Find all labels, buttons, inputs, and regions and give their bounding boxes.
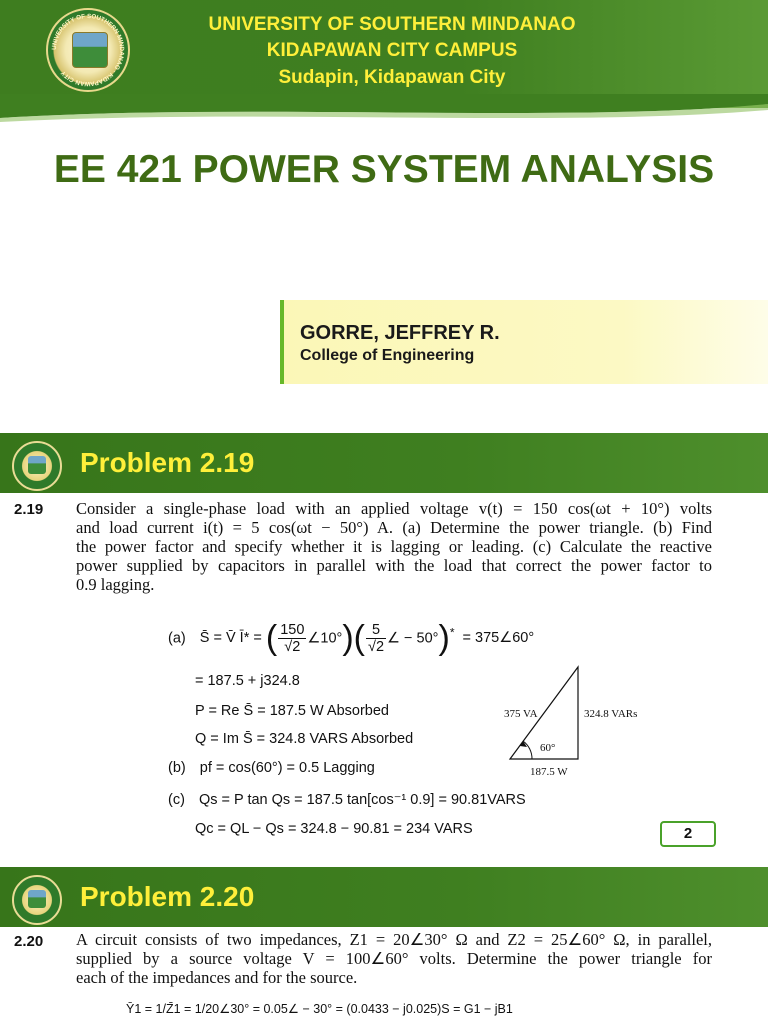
statement-line: the power factor and specify whether it is lagging or leading. (c) Calculate the reactive: [76, 537, 712, 556]
vertical-label: 324.8 VARs: [584, 708, 638, 720]
slide-title-bar: [0, 867, 768, 927]
power-factor-line: pf = cos(60°) = 0.5 Lagging: [199, 760, 375, 776]
header-wave-decoration: [0, 94, 768, 122]
voltage-angle: ∠10°: [307, 630, 343, 647]
base-label: 187.5 W: [530, 766, 568, 778]
author-name: GORRE, JEFFREY R.: [300, 322, 500, 344]
current-angle: ∠ − 50°: [387, 630, 439, 647]
author-college: College of Engineering: [300, 347, 475, 364]
apparent-power-lhs: S̄ = V̄ Ī* =: [199, 630, 262, 647]
compensation-q-line: Qc = QL − Qs = 324.8 − 90.81 = 234 VARS: [195, 821, 473, 837]
problem-2-20-slide: [0, 867, 768, 1024]
course-title: EE 421 POWER SYSTEM ANALYSIS: [53, 148, 715, 191]
reactive-power-line: Q = Im S̄ = 324.8 VARS Absorbed: [195, 731, 414, 747]
university-seal-icon: [12, 441, 62, 491]
slide-title: Problem 2.20: [80, 881, 255, 912]
slide-title-bar: [0, 433, 768, 493]
problem-2-19-slide: [0, 433, 768, 853]
statement-line: each of the impedances and for the source.: [76, 968, 358, 987]
part-a-label: (a): [168, 630, 186, 647]
voltage-magnitude: 150: [280, 622, 305, 638]
problem-number: 2.20: [14, 933, 44, 950]
current-magnitude: 5: [366, 622, 386, 639]
real-power-line: P = Re S̄ = 187.5 W Absorbed: [195, 703, 389, 719]
part-b-label: (b): [168, 760, 186, 776]
sqrt-two: √2: [284, 639, 301, 655]
statement-line: A circuit consists of two impedances, Z1 = 20∠30° Ω and Z2 = 25∠60° Ω, in parallel,: [76, 930, 712, 949]
part-c-label: (c): [168, 792, 185, 808]
svg-text:UNIVERSITY OF SOUTHERN MINDANA: UNIVERSITY OF SOUTHERN MINDANAO · KIDAPAWAN CITY: [50, 12, 126, 88]
capacitor-q-line: Qs = P tan Qs = 187.5 tan[cos⁻¹ 0.9] = 90.81VARS: [198, 792, 526, 808]
statement-line: Consider a single-phase load with an applied voltage v(t) = 150 cos(ωt + 10°) volts: [76, 499, 712, 518]
power-triangle-diagram: [500, 661, 660, 785]
university-seal-icon: [12, 875, 62, 925]
statement-line: power supplied by capacitors in parallel with the load that correct the power factor to: [76, 556, 712, 575]
title-slide: [0, 0, 768, 414]
university-name: UNIVERSITY OF SOUTHERN MINDANAO: [208, 14, 576, 35]
statement-line: supplied by a source voltage V = 100∠60° volts. Determine the power triangle for: [76, 949, 712, 968]
problem-statement: [76, 499, 712, 594]
problem-statement: [76, 930, 712, 987]
apparent-power-rectangular: = 187.5 + j324.8: [195, 673, 300, 689]
sqrt-two: √2: [368, 639, 385, 655]
angle-label: 60°: [540, 742, 556, 754]
solution-part-b: [168, 760, 375, 776]
page-number-badge: 2: [660, 821, 716, 847]
problem-number: 2.19: [14, 501, 44, 518]
apparent-power-result: = 375∠60°: [462, 630, 535, 647]
author-box: [280, 300, 768, 384]
admittance-equation: Ȳ1 = 1/Z̄1 = 1/20∠30° = 0.05∠ − 30° = (0.0433 − j0.025)S = G1 − jB1: [126, 1002, 513, 1016]
slide-title: Problem 2.19: [80, 447, 255, 478]
hypotenuse-label: 375 VA: [504, 708, 538, 720]
title-slide-header: [0, 0, 768, 108]
campus-name: KIDAPAWAN CITY CAMPUS: [266, 40, 518, 61]
solution-part-c: [168, 792, 526, 808]
conjugate-star: *: [449, 625, 455, 640]
statement-line: and load current i(t) = 5 cos(ωt − 50°) A. (a) Determine the power triangle. (b) Find: [76, 518, 712, 537]
statement-line: 0.9 lagging.: [76, 575, 155, 594]
campus-location: Sudapin, Kidapawan City: [278, 67, 506, 88]
solution-part-a: (a) S̄ = V̄ Ī* = ( $\frac{150}{√2}$ ∠10°)( $\frac{5}{√2}$ ∠ − 50°)* = 375∠60°: [168, 619, 535, 657]
